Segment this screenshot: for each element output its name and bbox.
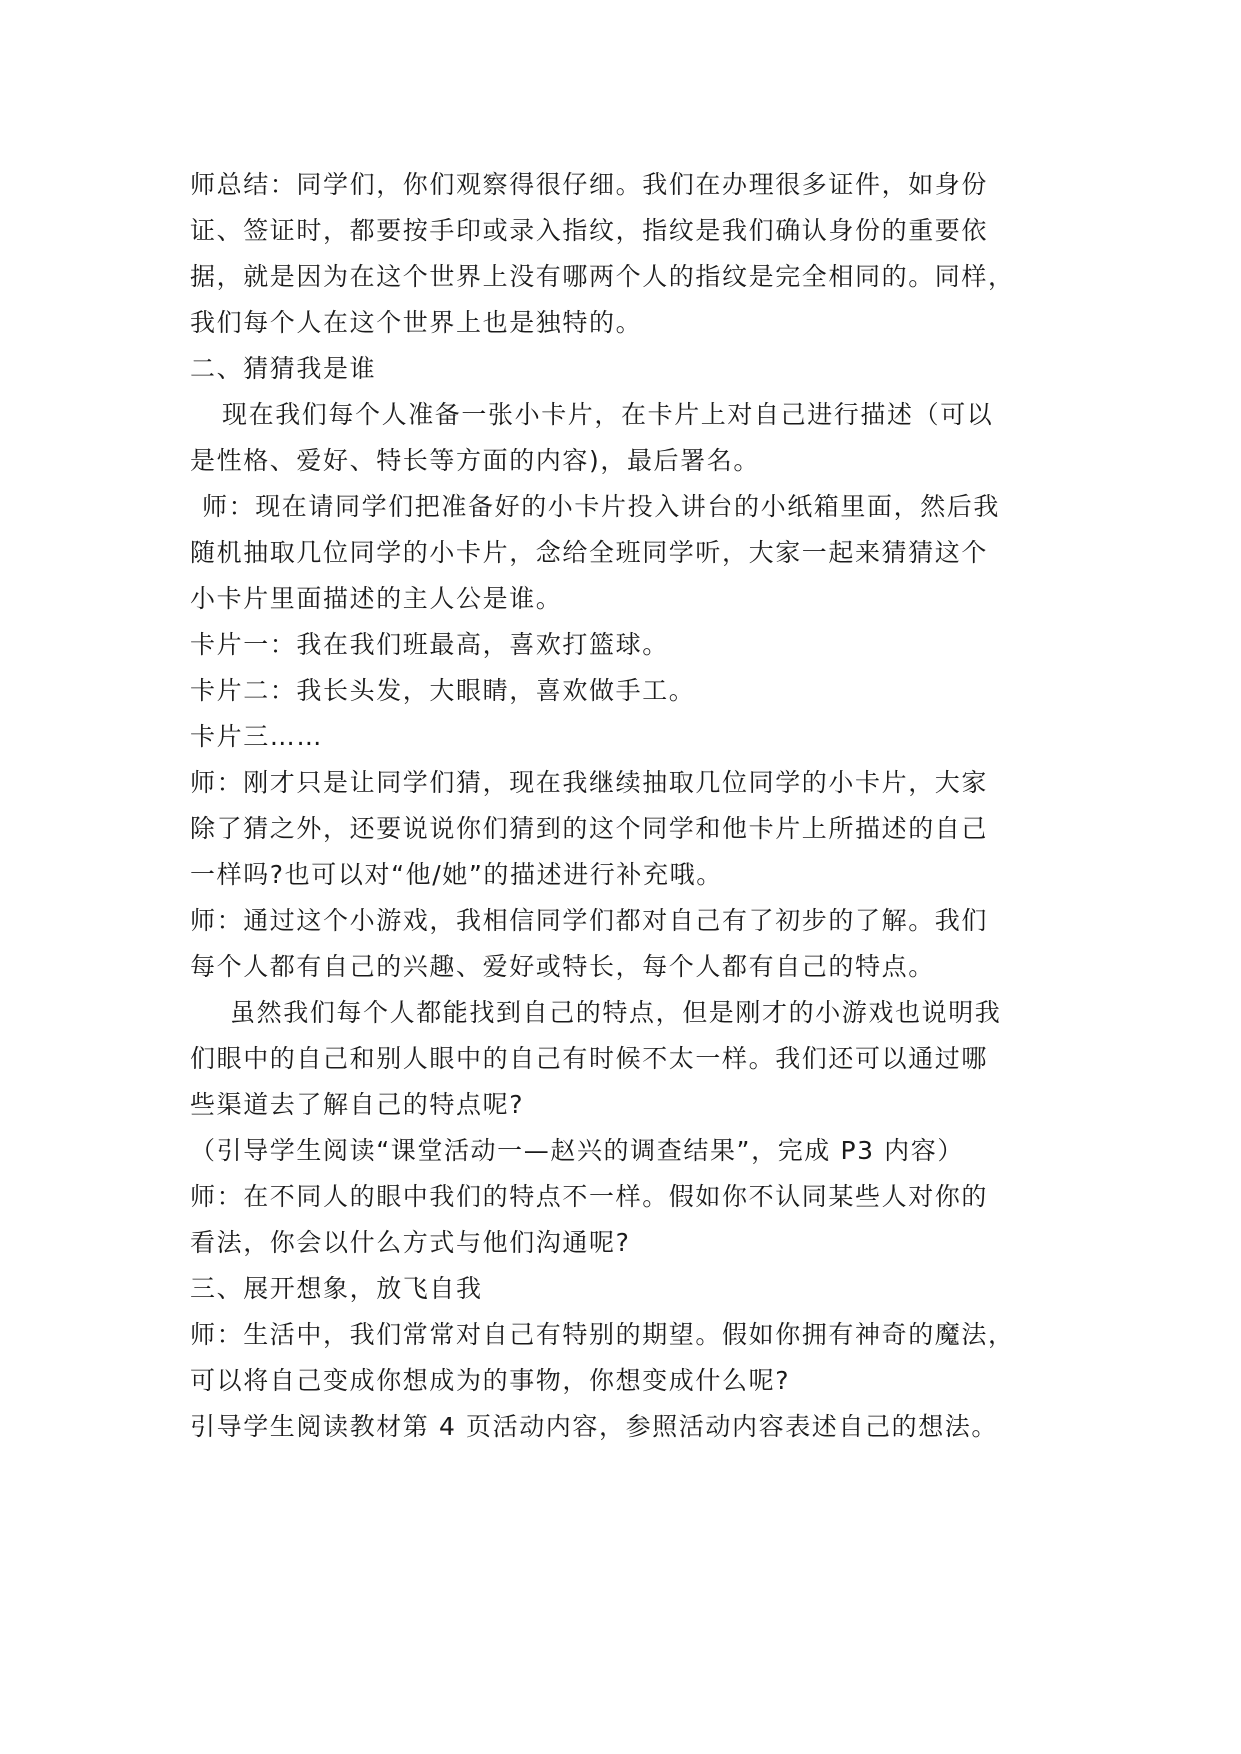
- text-line: 师：通过这个小游戏，我相信同学们都对自己有了初步的了解。我们: [190, 906, 989, 935]
- text-line: 除了猜之外，还要说说你们猜到的这个同学和他卡片上所描述的自己: [190, 814, 989, 843]
- text-line: 据，就是因为在这个世界上没有哪两个人的指纹是完全相同的。同样，: [190, 262, 1015, 291]
- text-line: 是性格、爱好、特长等方面的内容)，最后署名。: [190, 446, 760, 475]
- text-line: 我们每个人在这个世界上也是独特的。: [190, 308, 643, 337]
- text-line: 师：刚才只是让同学们猜，现在我继续抽取几位同学的小卡片，大家: [190, 768, 989, 797]
- text-line: 们眼中的自己和别人眼中的自己有时候不太一样。我们还可以通过哪: [190, 1044, 989, 1073]
- section-heading: 二、猜猜我是谁: [190, 354, 377, 383]
- text-line: 卡片二：我长头发，大眼睛，喜欢做手工。: [190, 676, 696, 705]
- text-line: 师：生活中，我们常常对自己有特别的期望。假如你拥有神奇的魔法，: [190, 1320, 1015, 1349]
- text-line: 卡片一：我在我们班最高，喜欢打篮球。: [190, 630, 669, 659]
- text-line: 现在我们每个人准备一张小卡片，在卡片上对自己进行描述（可以: [222, 400, 994, 429]
- text-line: 师：在不同人的眼中我们的特点不一样。假如你不认同某些人对你的: [190, 1182, 989, 1211]
- text-line: 引导学生阅读教材第 4 页活动内容，参照活动内容表述自己的想法。: [190, 1412, 999, 1441]
- text-line: 卡片三……: [190, 722, 324, 751]
- text-line: 小卡片里面描述的主人公是谁。: [190, 584, 563, 613]
- text-line: 证、签证时，都要按手印或录入指纹，指纹是我们确认身份的重要依: [190, 216, 989, 245]
- text-line: 看法，你会以什么方式与他们沟通呢?: [190, 1228, 631, 1257]
- section-heading: 三、展开想象，放飞自我: [190, 1274, 483, 1303]
- text-line: 每个人都有自己的兴趣、爱好或特长，每个人都有自己的特点。: [190, 952, 935, 981]
- text-line: 师：现在请同学们把准备好的小卡片投入讲台的小纸箱里面，然后我: [202, 492, 1001, 521]
- text-line: 师总结：同学们，你们观察得很仔细。我们在办理很多证件，如身份: [190, 170, 989, 199]
- text-line: 可以将自己变成你想成为的事物，你想变成什么呢?: [190, 1366, 791, 1395]
- text-line: 随机抽取几位同学的小卡片，念给全班同学听，大家一起来猜猜这个: [190, 538, 989, 567]
- text-line: 一样吗?也可以对“他/她”的描述进行补充哦。: [190, 860, 723, 889]
- text-line: 虽然我们每个人都能找到自己的特点，但是刚才的小游戏也说明我: [230, 998, 1002, 1027]
- document-body: [190, 162, 1060, 1450]
- text-line: 些渠道去了解自己的特点呢?: [190, 1090, 525, 1119]
- text-line: （引导学生阅读“课堂活动一—赵兴的调查结果”，完成 P3 内容）: [190, 1136, 964, 1165]
